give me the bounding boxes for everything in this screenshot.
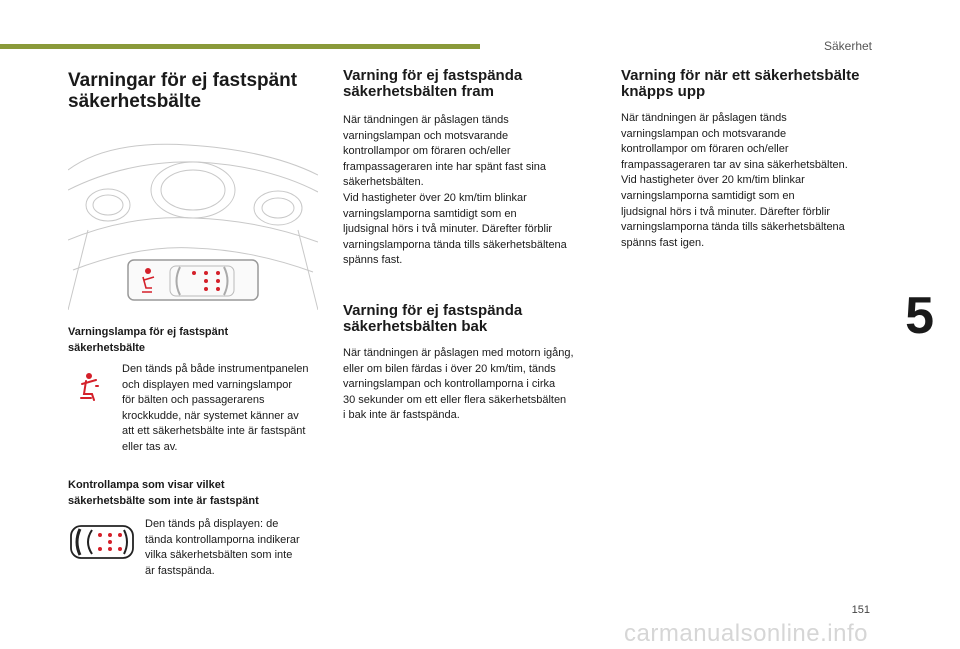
warning-lamp-label-line: säkerhetsbälte <box>68 341 146 354</box>
seatbelt-warning-icon <box>78 372 102 404</box>
front-seatbelt-heading <box>343 68 603 100</box>
warning-lamp-label-line: Varningslampa för ej fastspänt <box>68 326 229 338</box>
text-line: för bälten och passagerarens <box>122 394 265 407</box>
text-line: eller tas av. <box>122 440 178 453</box>
text-line: krockkudde, när systemet känner av <box>122 409 299 422</box>
text-line: Den tänds på både instrumentpanelen <box>122 363 309 375</box>
text-line: Vid hastigheter över 20 km/tim blinkar <box>343 191 527 204</box>
indicator-lamp-label-line: Kontrollampa som visar vilket <box>68 479 225 491</box>
text-line: i bak inte är fastspända. <box>343 409 460 422</box>
page-title-line: Varningar för ej fastspänt <box>68 70 298 91</box>
heading-line: säkerhetsbälten fram <box>343 83 494 100</box>
indicator-lamp-description <box>145 517 320 579</box>
car-seatbelt-indicator-icon <box>70 525 134 559</box>
text-line: varningslampan och kontrollamporna i cirka <box>343 378 556 391</box>
heading-line: säkerhetsbälten bak <box>343 318 488 335</box>
text-line: är fastspända. <box>145 564 215 577</box>
text-line: varningslamporna samtidigt som en <box>343 207 517 220</box>
text-line: vilka säkerhetsbälten som inte <box>145 549 293 562</box>
warning-lamp-description <box>122 362 322 456</box>
front-seatbelt-text <box>343 113 603 269</box>
text-line: att ett säkerhetsbälte inte är fastspänt <box>122 425 306 438</box>
text-line: frampassageraren tar av sina säkerhetsbälten. <box>621 158 848 171</box>
text-line: Den tänds på displayen: de <box>145 518 279 530</box>
text-line: När tändningen är påslagen med motorn igång, <box>343 347 574 359</box>
text-line: varningslampan och motsvarande <box>621 127 787 140</box>
rear-seatbelt-heading <box>343 303 603 335</box>
text-line: säkerhetsbälten. <box>343 176 424 189</box>
text-line: frampassageraren inte har spänt fast sina <box>343 160 547 173</box>
text-line: Vid hastigheter över 20 km/tim blinkar <box>621 174 805 187</box>
text-line: tända kontrollamporna indikerar <box>145 533 300 546</box>
text-line: kontrollampor om föraren och/eller <box>621 143 789 156</box>
text-line: varningslamporna tända tills säkerhetsbältena <box>343 238 567 251</box>
instrument-panel-illustration <box>68 130 318 310</box>
chapter-number: 5 <box>905 287 934 345</box>
text-line: spänns fast. <box>343 254 403 267</box>
text-line: kontrollampor om föraren och/eller <box>343 145 511 158</box>
watermark: carmanualsonline.info <box>624 620 868 647</box>
text-line: När tändningen är påslagen tänds <box>343 114 509 126</box>
text-line: ljudsignal hörs i två minuter. Därefter förblir <box>621 205 831 218</box>
page-title <box>68 70 328 112</box>
text-line: spänns fast igen. <box>621 236 705 249</box>
warning-lamp-label <box>68 325 318 356</box>
page-number: 151 <box>851 604 870 616</box>
text-line: varningslamporna tända tills säkerhetsbältena <box>621 221 845 234</box>
text-line: varningslampan och motsvarande <box>343 129 509 142</box>
unbuckle-heading <box>621 68 881 100</box>
text-line: ljudsignal hörs i två minuter. Därefter förblir <box>343 223 553 236</box>
heading-line: Varning för ej fastspända <box>343 302 523 319</box>
heading-line: knäpps upp <box>621 83 706 100</box>
text-line: och displayen med varningslampor <box>122 378 292 391</box>
section-name: Säkerhet <box>823 39 872 53</box>
unbuckle-text <box>621 111 876 251</box>
heading-line: Varning för när ett säkerhetsbälte <box>621 67 860 84</box>
page-title-line: säkerhetsbälte <box>68 91 202 112</box>
header-accent-bar <box>0 44 480 49</box>
heading-line: Varning för ej fastspända <box>343 67 523 84</box>
text-line: varningslamporna samtidigt som en <box>621 189 795 202</box>
text-line: När tändningen är påslagen tänds <box>621 112 787 124</box>
indicator-lamp-label-line: säkerhetsbälte som inte är fastspänt <box>68 494 259 507</box>
rear-seatbelt-text <box>343 346 603 424</box>
indicator-lamp-label <box>68 478 318 509</box>
text-line: 30 sekunder om ett eller flera säkerhetsbälten <box>343 393 567 406</box>
text-line: eller om bilen färdas i över 20 km/tim, tänds <box>343 362 556 375</box>
